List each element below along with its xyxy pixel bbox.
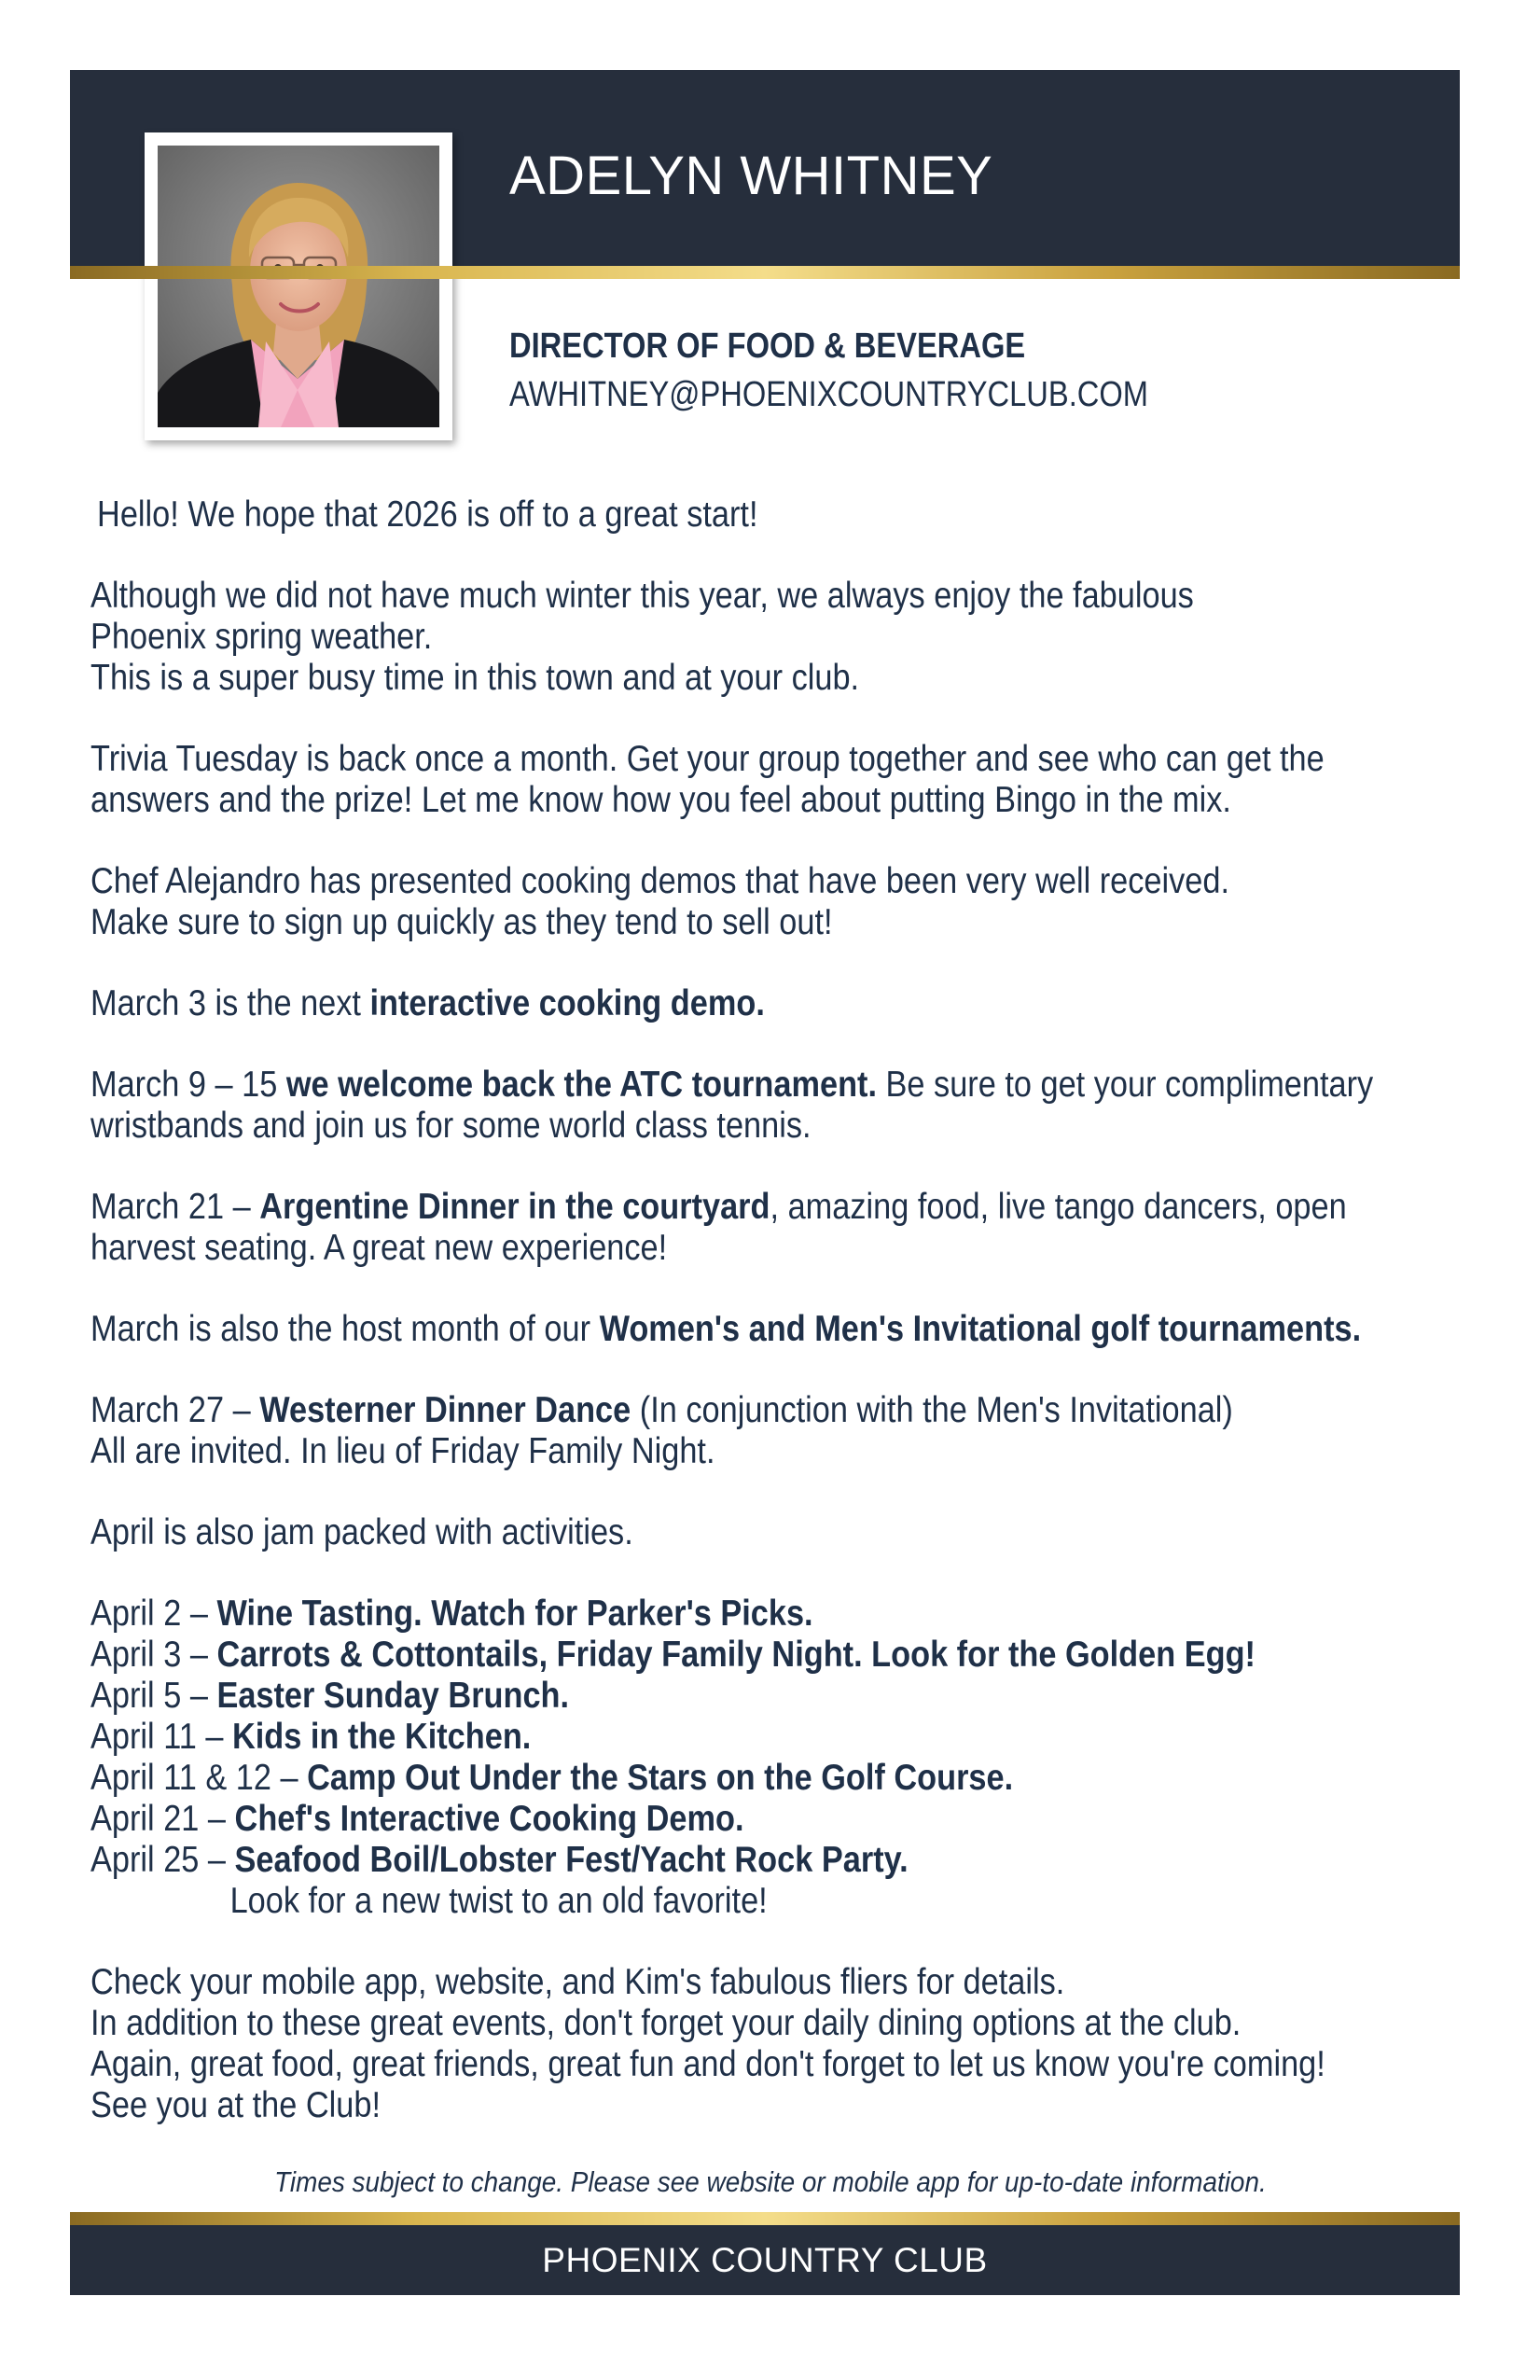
paragraph-line: Trivia Tuesday is back once a month. Get your group together and see who can get the [90,739,1325,779]
greeting: Hello! We hope that 2026 is off to a great start! [97,494,758,535]
staff-name: ADELYN WHITNEY [509,146,993,206]
event-highlight: Westerner Dinner Dance [259,1390,631,1430]
event-highlight: we welcome back the ATC tournament. [285,1065,877,1105]
paragraph-line: Phoenix spring weather. [90,617,433,657]
event-march-9 [90,1065,1535,1106]
event-highlight: Easter Sunday Brunch. [216,1676,570,1716]
event-highlight: interactive cooking demo. [369,983,765,1023]
closing-line: Again, great food, great friends, great fun and don't forget to let us know you're coming! [90,2044,1325,2084]
event-date: April 5 – [90,1676,217,1716]
event-highlight: Carrots & Cottontails, Friday Family Night. Look for the Golden Egg! [216,1635,1256,1675]
paragraph-line: Make sure to sign up quickly as they tend to sell out! [90,902,833,942]
april-event [90,1758,1535,1799]
april-event [90,1594,1535,1635]
letter-body [90,494,1540,2126]
april-event [90,1635,1535,1676]
paragraph-line: All are invited. In lieu of Friday Family Night. [90,1431,715,1471]
gold-divider-bottom [70,2212,1460,2225]
april-event [90,1799,1535,1840]
event-text: , amazing food, live tango dancers, open [770,1187,1347,1227]
april-25-note: Look for a new twist to an old favorite! [229,1881,768,1921]
event-highlight: Women's and Men's Invitational golf tournaments. [599,1309,1362,1349]
portrait-photo [158,146,439,427]
event-date: March 21 – [90,1187,260,1227]
april-event [90,1840,1535,1881]
portrait-frame [145,132,452,440]
event-text: Be sure to get your complimentary [876,1065,1374,1105]
paragraph-line: Chef Alejandro has presented cooking demos that have been very well received. [90,861,1230,901]
disclaimer-text: Times subject to change. Please see website or mobile app for up-to-date information. [273,2165,1267,2198]
paragraph-line: answers and the prize! Let me know how you feel about putting Bingo in the mix. [90,780,1231,820]
event-date: April 25 – [90,1840,235,1880]
event-highlight: Chef's Interactive Cooking Demo. [234,1799,744,1839]
event-highlight: Kids in the Kitchen. [231,1717,532,1757]
event-highlight: Camp Out Under the Stars on the Golf Course. [307,1758,1014,1798]
event-highlight: Argentine Dinner in the courtyard [259,1187,770,1227]
event-date: April 2 – [90,1594,217,1634]
event-date: April 11 – [90,1717,232,1757]
event-highlight: Wine Tasting. Watch for Parker's Picks. [216,1594,813,1634]
event-text: March 3 is the next [90,983,370,1023]
event-date: March 9 – 15 [90,1065,286,1105]
gold-divider-top [70,266,1460,279]
event-date: April 21 – [90,1799,235,1839]
paragraph-line: wristbands and join us for some world class tennis. [90,1106,812,1146]
event-date: April 11 & 12 – [90,1758,308,1798]
event-date: March 27 – [90,1390,260,1430]
paragraph-line: Although we did not have much winter this year, we always enjoy the fabulous [90,576,1194,616]
april-intro: April is also jam packed with activities. [90,1512,633,1552]
event-march-host [90,1309,1535,1350]
paragraph-line: harvest seating. A great new experience! [90,1228,668,1268]
event-march-3 [90,983,1535,1024]
event-march-27 [90,1390,1535,1431]
disclaimer [0,2165,1540,2199]
footer-club-name: PHOENIX COUNTRY CLUB [542,2241,988,2279]
april-event [90,1676,1535,1717]
closing-line: Check your mobile app, website, and Kim's fabulous fliers for details. [90,1962,1065,2002]
footer-bar [70,2225,1460,2295]
event-date: April 3 – [90,1635,217,1675]
staff-title: DIRECTOR OF FOOD & BEVERAGE [509,327,1026,366]
closing-line: See you at the Club! [90,2085,381,2125]
staff-email[interactable]: AWHITNEY@PHOENIXCOUNTRYCLUB.COM [509,375,1149,414]
event-text: (In conjunction with the Men's Invitational) [631,1390,1233,1430]
closing-line: In addition to these great events, don't forget your daily dining options at the club. [90,2003,1242,2043]
event-march-21 [90,1187,1535,1228]
event-highlight: Seafood Boil/Lobster Fest/Yacht Rock Party. [234,1840,909,1880]
april-event [90,1717,1535,1758]
event-text: March is also the host month of our [90,1309,600,1349]
paragraph-line: This is a super busy time in this town and at your club. [90,658,860,698]
